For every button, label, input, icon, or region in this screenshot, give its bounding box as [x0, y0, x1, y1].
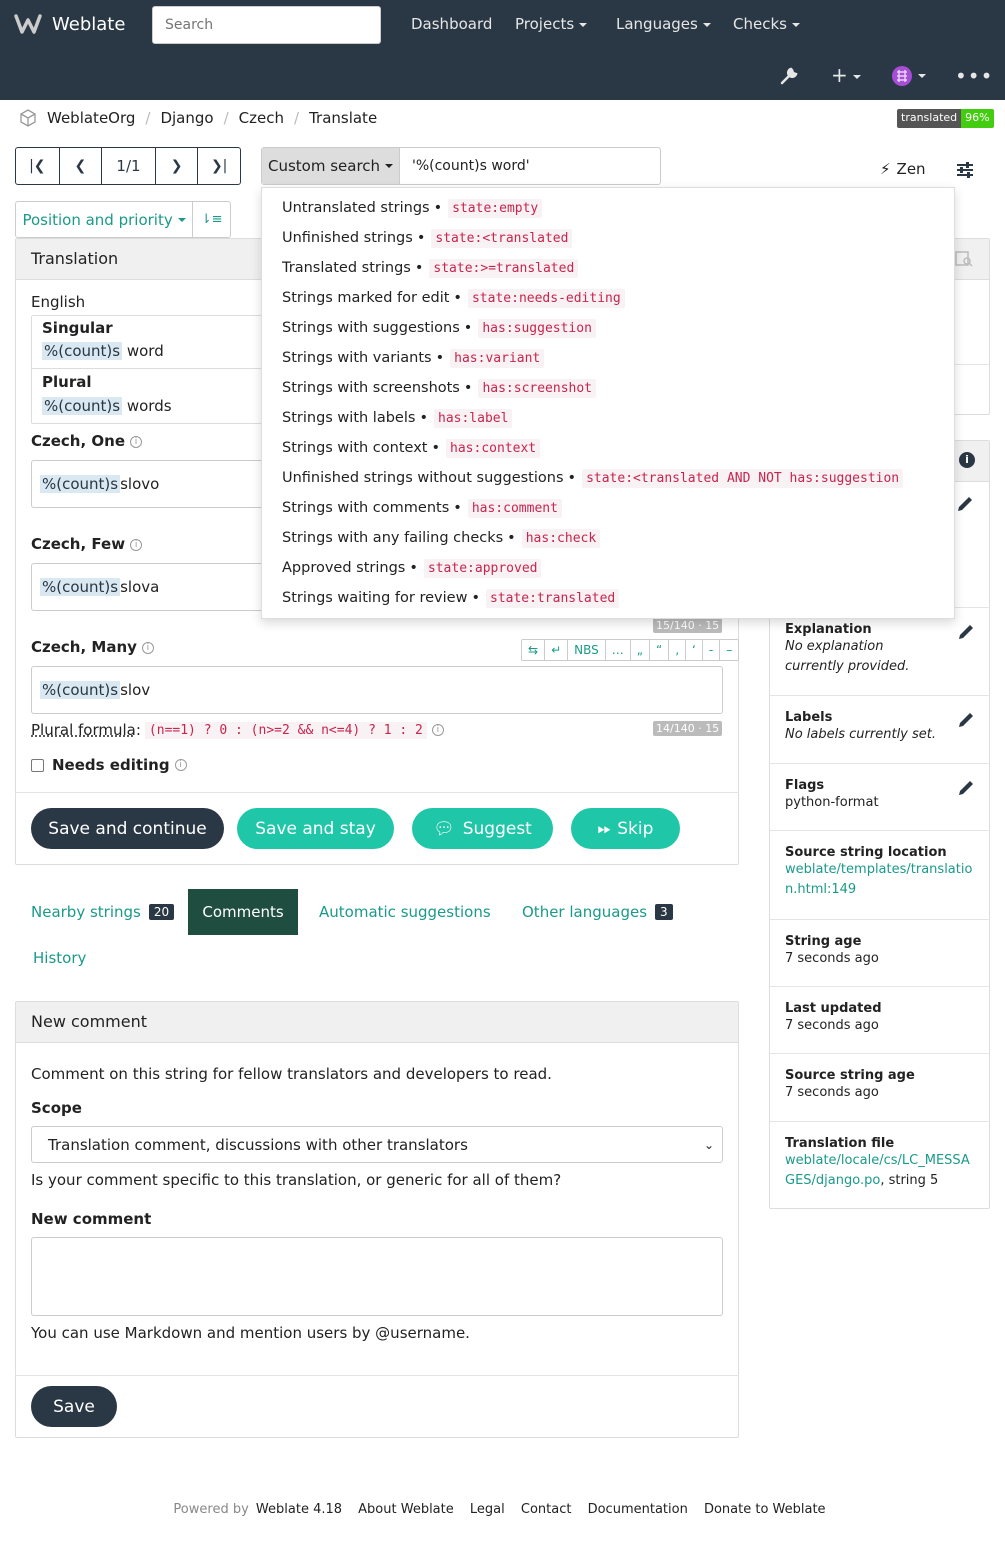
- bullet-separator: •: [435, 350, 445, 366]
- search-preset-query: has:comment: [468, 499, 562, 518]
- translation-many-text: slov: [120, 681, 151, 699]
- first-button[interactable]: [16, 148, 60, 184]
- search-type-dropdown[interactable]: [262, 148, 400, 184]
- last-updated-value: 7 seconds ago: [785, 1018, 879, 1033]
- bullet-separator: •: [414, 260, 424, 276]
- singular-label: Singular: [42, 319, 113, 337]
- search-preset-item[interactable]: [282, 493, 562, 523]
- explanation-label: Explanation: [785, 622, 872, 637]
- bullet-separator: •: [433, 200, 443, 216]
- search-preset-label: Strings with context: [282, 440, 428, 456]
- explanation-item: [770, 607, 990, 696]
- breadcrumb-current: Translate: [309, 109, 378, 127]
- search-preset-label: Strings with screenshots: [282, 380, 460, 396]
- sort-ascending-icon: ⇂≡: [200, 212, 223, 227]
- explanation-value: No explanation currently provided.: [785, 639, 910, 674]
- special-char-button[interactable]: ⇆: [522, 640, 545, 660]
- translation-one-text: slovo: [120, 475, 160, 493]
- chevron-down-icon: [853, 75, 861, 79]
- chevron-down-icon: ⌄: [703, 1137, 714, 1152]
- scope-value: Translation comment, discussions with other translators: [48, 1135, 468, 1154]
- edit-pencil-icon[interactable]: [956, 622, 976, 642]
- footer-donate-link[interactable]: Donate to Weblate: [703, 1502, 826, 1517]
- source-age-item: [770, 1053, 990, 1121]
- search-preset-label: Strings waiting for review: [282, 590, 468, 606]
- char-counter-few: 15/140 · 15: [653, 618, 722, 633]
- search-preset-query: state:needs-editing: [468, 289, 625, 308]
- project-cube-icon: [18, 108, 38, 128]
- plural-label: Plural: [42, 373, 92, 391]
- translation-file-item: [770, 1121, 990, 1209]
- sort-dropdown[interactable]: [16, 202, 193, 237]
- screenshot-search-icon[interactable]: [954, 249, 974, 269]
- bullet-separator: •: [419, 410, 428, 426]
- next-button[interactable]: [156, 148, 199, 184]
- divider: [15, 792, 739, 793]
- last-updated-label: Last updated: [785, 1001, 882, 1016]
- source-location-label: Source string location: [785, 845, 947, 860]
- nav-languages[interactable]: [616, 15, 711, 33]
- chevron-left-icon: ❮: [74, 158, 87, 174]
- count-badge: 20: [149, 904, 174, 920]
- footer-contact-link[interactable]: Contact: [520, 1502, 572, 1517]
- search-preset-query: state:approved: [424, 559, 542, 578]
- needs-editing-row: [31, 756, 187, 774]
- tab-nearby-strings[interactable]: [31, 903, 174, 921]
- settings-sliders-icon[interactable]: [955, 161, 975, 179]
- zen-label: Zen: [896, 160, 926, 178]
- chevron-down-icon: [385, 164, 393, 168]
- special-char-button[interactable]: …: [606, 640, 631, 660]
- special-char-button[interactable]: ‚: [669, 640, 686, 660]
- search-preset-item[interactable]: [282, 193, 542, 223]
- placeholder-highlight[interactable]: %(count)s: [44, 342, 121, 360]
- avatar: [891, 65, 913, 87]
- navbar: [0, 0, 1005, 100]
- breadcrumb-separator: /: [223, 109, 229, 127]
- chevron-down-icon: [918, 74, 926, 78]
- translation-few-textarea[interactable]: [31, 563, 281, 611]
- search-bar: [261, 147, 661, 185]
- string-age-label: String age: [785, 934, 862, 949]
- scope-help: Is your comment specific to this translation, or generic for all of them?: [31, 1171, 562, 1189]
- chevron-right-icon: ❯: [170, 158, 183, 174]
- singular-source: [42, 342, 164, 360]
- search-preset-item[interactable]: [282, 583, 619, 613]
- tab-label: Nearby strings: [31, 903, 141, 921]
- first-page-icon: |❮: [29, 158, 46, 174]
- flags-value: python-format: [785, 795, 879, 810]
- flags-label: Flags: [785, 778, 825, 793]
- search-preset-query: state:<translated AND NOT has:suggestion: [582, 469, 903, 488]
- markdown-help: You can use Markdown and mention users by @username.: [31, 1324, 470, 1342]
- placeholder-highlight[interactable]: %(count)s: [42, 578, 119, 596]
- translated-progress-badge[interactable]: [897, 109, 994, 128]
- edit-pencil-icon[interactable]: [955, 494, 975, 514]
- bullet-separator: •: [463, 380, 473, 396]
- save-stay-button[interactable]: Save and stay: [237, 808, 394, 849]
- info-circle-icon[interactable]: i: [959, 452, 975, 468]
- tab-label: Other languages: [522, 903, 648, 921]
- labels-label: Labels: [785, 710, 833, 725]
- search-presets-dropdown: [261, 187, 955, 619]
- search-preset-label: Unfinished strings without suggestions: [282, 470, 564, 486]
- divider: [31, 368, 281, 369]
- flags-item: [770, 763, 990, 830]
- comment-textarea[interactable]: [31, 1237, 723, 1316]
- skip-label: Skip: [617, 818, 654, 839]
- special-char-button[interactable]: „: [631, 640, 650, 660]
- search-preset-query: state:<translated: [431, 229, 572, 248]
- form-many-label: [31, 638, 154, 656]
- nav-projects-label: Projects: [515, 15, 575, 33]
- labels-value: No labels currently set.: [785, 727, 937, 742]
- search-preset-label: Strings with suggestions: [282, 320, 460, 336]
- footer: [0, 1502, 1005, 1517]
- edit-pencil-icon[interactable]: [956, 710, 976, 730]
- search-preset-item[interactable]: [282, 523, 600, 553]
- plural-formula: [31, 721, 444, 739]
- comment-icon: 💬︎: [433, 818, 455, 839]
- more-menu-icon[interactable]: •••: [955, 64, 994, 88]
- bullet-separator: •: [453, 500, 462, 516]
- count-badge: 3: [655, 904, 673, 920]
- user-menu[interactable]: [891, 65, 926, 87]
- search-preset-item[interactable]: [282, 283, 625, 313]
- nav-checks[interactable]: [733, 15, 800, 33]
- last-page-icon: ❯|: [210, 158, 228, 174]
- suggest-button[interactable]: [412, 808, 553, 849]
- plural-source: [42, 397, 172, 415]
- info-icon[interactable]: i: [432, 724, 444, 736]
- badge-label: translated: [897, 109, 961, 128]
- fast-forward-icon: ⏩︎: [597, 818, 612, 839]
- form-many-name: Czech, Many: [31, 638, 137, 656]
- search-preset-item[interactable]: [282, 223, 572, 253]
- string-age-item: [770, 919, 990, 986]
- info-icon[interactable]: i: [130, 436, 142, 448]
- nav-languages-label: Languages: [616, 15, 698, 33]
- search-preset-item[interactable]: [282, 403, 512, 433]
- sort-direction-button[interactable]: [193, 202, 230, 237]
- colon: :: [135, 721, 141, 739]
- search-preset-label: Strings with labels: [282, 410, 416, 426]
- form-one-label: [31, 432, 142, 450]
- scope-select[interactable]: [31, 1126, 723, 1163]
- new-comment-title: New comment: [16, 1002, 738, 1043]
- plural-formula-label: Plural formula: [31, 721, 136, 739]
- source-location-item: [770, 830, 990, 919]
- needs-editing-label: Needs editing: [52, 756, 170, 774]
- search-preset-label: Untranslated strings: [282, 200, 430, 216]
- footer-about-link[interactable]: About Weblate: [358, 1502, 454, 1517]
- singular-text: word: [122, 342, 164, 360]
- chevron-down-icon: [579, 23, 587, 27]
- search-preset-label: Strings with any failing checks: [282, 530, 504, 546]
- search-preset-label: Strings marked for edit: [282, 290, 450, 306]
- breadcrumb-separator: /: [145, 109, 151, 127]
- prev-button[interactable]: [60, 148, 103, 184]
- search-preset-query: has:variant: [450, 349, 544, 368]
- translation-file-link[interactable]: weblate/locale/cs/LC_MESSAGES/django.po: [785, 1153, 970, 1188]
- zen-button[interactable]: [880, 160, 926, 178]
- add-menu[interactable]: [831, 63, 861, 87]
- translation-file-rest: , string 5: [880, 1173, 939, 1188]
- plural-text: words: [122, 397, 172, 415]
- breadcrumb: [18, 108, 377, 128]
- search-preset-query: has:suggestion: [478, 319, 596, 338]
- search-preset-item[interactable]: [282, 463, 903, 493]
- search-input[interactable]: [152, 6, 381, 44]
- search-preset-item[interactable]: [282, 343, 544, 373]
- placeholder-highlight[interactable]: %(count)s: [44, 397, 121, 415]
- special-chars-toolbar: [521, 639, 739, 661]
- tab-comments[interactable]: Comments: [188, 889, 298, 935]
- chevron-down-icon: [792, 23, 800, 27]
- weblate-logo-icon: [14, 12, 42, 36]
- translation-few-text: slova: [120, 578, 160, 596]
- search-preset-item[interactable]: [282, 253, 578, 283]
- search-preset-label: Approved strings: [282, 560, 406, 576]
- brand-logo[interactable]: [14, 12, 125, 36]
- source-age-value: 7 seconds ago: [785, 1085, 879, 1100]
- search-preset-query: has:label: [434, 409, 512, 428]
- form-few-name: Czech, Few: [31, 535, 126, 553]
- special-char-button[interactable]: –: [726, 643, 733, 657]
- translation-one-textarea[interactable]: [31, 460, 281, 508]
- special-char-button[interactable]: “: [650, 640, 669, 660]
- footer-docs-link[interactable]: Documentation: [587, 1502, 688, 1517]
- search-preset-query: state:>=translated: [429, 259, 578, 278]
- placeholder-highlight[interactable]: %(count)s: [42, 681, 119, 699]
- pager-position: 1/1: [102, 148, 156, 184]
- search-preset-label: Strings with variants: [282, 350, 432, 366]
- nav-checks-label: Checks: [733, 15, 787, 33]
- chevron-down-icon: [178, 218, 186, 222]
- bullet-separator: •: [463, 320, 473, 336]
- nav-dashboard[interactable]: Dashboard: [411, 15, 493, 33]
- tab-other-languages[interactable]: [522, 903, 673, 921]
- divider: [15, 1375, 739, 1376]
- translation-panel-title: Translation: [16, 239, 738, 280]
- breadcrumb-project[interactable]: WeblateOrg: [47, 109, 136, 127]
- search-preset-item[interactable]: [282, 433, 540, 463]
- info-icon[interactable]: i: [175, 759, 187, 771]
- weblate-version-link[interactable]: Weblate 4.18: [255, 1502, 343, 1517]
- search-preset-query: state:translated: [486, 589, 619, 608]
- search-preset-label: Unfinished strings: [282, 230, 413, 246]
- bullet-separator: •: [409, 560, 418, 576]
- search-preset-query: has:context: [446, 439, 540, 458]
- lightning-icon: ⚡︎: [880, 160, 891, 178]
- nav-projects[interactable]: [515, 15, 587, 33]
- breadcrumb-component[interactable]: Django: [160, 109, 214, 127]
- bullet-separator: •: [567, 470, 577, 486]
- bullet-separator: •: [471, 590, 480, 606]
- wrench-icon[interactable]: [779, 66, 799, 86]
- string-age-value: 7 seconds ago: [785, 951, 879, 966]
- source-language-label: English: [31, 293, 86, 311]
- save-comment-button[interactable]: Save: [31, 1386, 117, 1427]
- sort-group: [15, 201, 231, 238]
- special-char-button[interactable]: ↵: [545, 640, 568, 660]
- breadcrumb-language[interactable]: Czech: [238, 109, 284, 127]
- edit-pencil-icon[interactable]: [956, 778, 976, 798]
- chevron-down-icon: [703, 23, 711, 27]
- special-char-button[interactable]: ‘: [686, 640, 703, 660]
- search-preset-item[interactable]: [282, 553, 541, 583]
- brand-name: Weblate: [52, 13, 126, 35]
- search-query-input[interactable]: '%(count)s word': [412, 158, 530, 174]
- badge-value: 96%: [961, 109, 993, 128]
- bullet-separator: •: [453, 290, 462, 306]
- char-counter-many: 14/140 · 15: [653, 721, 722, 736]
- form-one-name: Czech, One: [31, 432, 126, 450]
- comment-intro: Comment on this string for fellow translators and developers to read.: [31, 1065, 552, 1083]
- suggest-label: Suggest: [462, 818, 532, 839]
- search-preset-item[interactable]: [282, 313, 596, 343]
- tab-history[interactable]: History: [33, 949, 87, 967]
- footer-legal-link[interactable]: Legal: [469, 1502, 505, 1517]
- search-preset-query: has:screenshot: [478, 379, 596, 398]
- special-char-button[interactable]: -: [703, 640, 720, 660]
- translation-many-textarea[interactable]: [31, 666, 723, 714]
- last-button[interactable]: [198, 148, 240, 184]
- search-preset-query: has:check: [522, 529, 600, 548]
- sort-label: Position and priority: [22, 210, 173, 229]
- search-preset-label: Translated strings: [282, 260, 411, 276]
- pager: [15, 147, 241, 185]
- search-preset-query: state:empty: [448, 199, 542, 218]
- bullet-separator: •: [416, 230, 426, 246]
- search-preset-item[interactable]: [282, 373, 596, 403]
- scope-label: Scope: [31, 1099, 82, 1117]
- last-updated-item: [770, 986, 990, 1053]
- plural-formula-code: (n==1) ? 0 : (n>=2 && n<=4) ? 1 : 2: [145, 722, 427, 739]
- bullet-separator: •: [431, 440, 441, 456]
- search-preset-label: Strings with comments: [282, 500, 450, 516]
- special-char-button[interactable]: NBS: [568, 640, 606, 660]
- form-few-label: [31, 535, 142, 553]
- source-location-link[interactable]: weblate/templates/translation.html:149: [785, 862, 973, 897]
- info-icon[interactable]: i: [142, 642, 154, 654]
- bullet-separator: •: [507, 530, 516, 546]
- save-continue-button[interactable]: Save and continue: [31, 808, 224, 849]
- plus-icon: +: [831, 63, 848, 87]
- skip-button[interactable]: [571, 808, 680, 849]
- tab-automatic-suggestions[interactable]: Automatic suggestions: [319, 903, 491, 921]
- needs-editing-checkbox[interactable]: [31, 759, 44, 772]
- info-icon[interactable]: i: [130, 539, 142, 551]
- powered-by-label: Powered by: [173, 1502, 249, 1517]
- breadcrumb-separator: /: [294, 109, 300, 127]
- placeholder-highlight[interactable]: %(count)s: [42, 475, 119, 493]
- source-age-label: Source string age: [785, 1068, 915, 1083]
- labels-item: [770, 695, 990, 763]
- translation-file-label: Translation file: [785, 1136, 895, 1151]
- search-type-label: Custom search: [267, 157, 381, 175]
- new-comment-label: New comment: [31, 1210, 152, 1228]
